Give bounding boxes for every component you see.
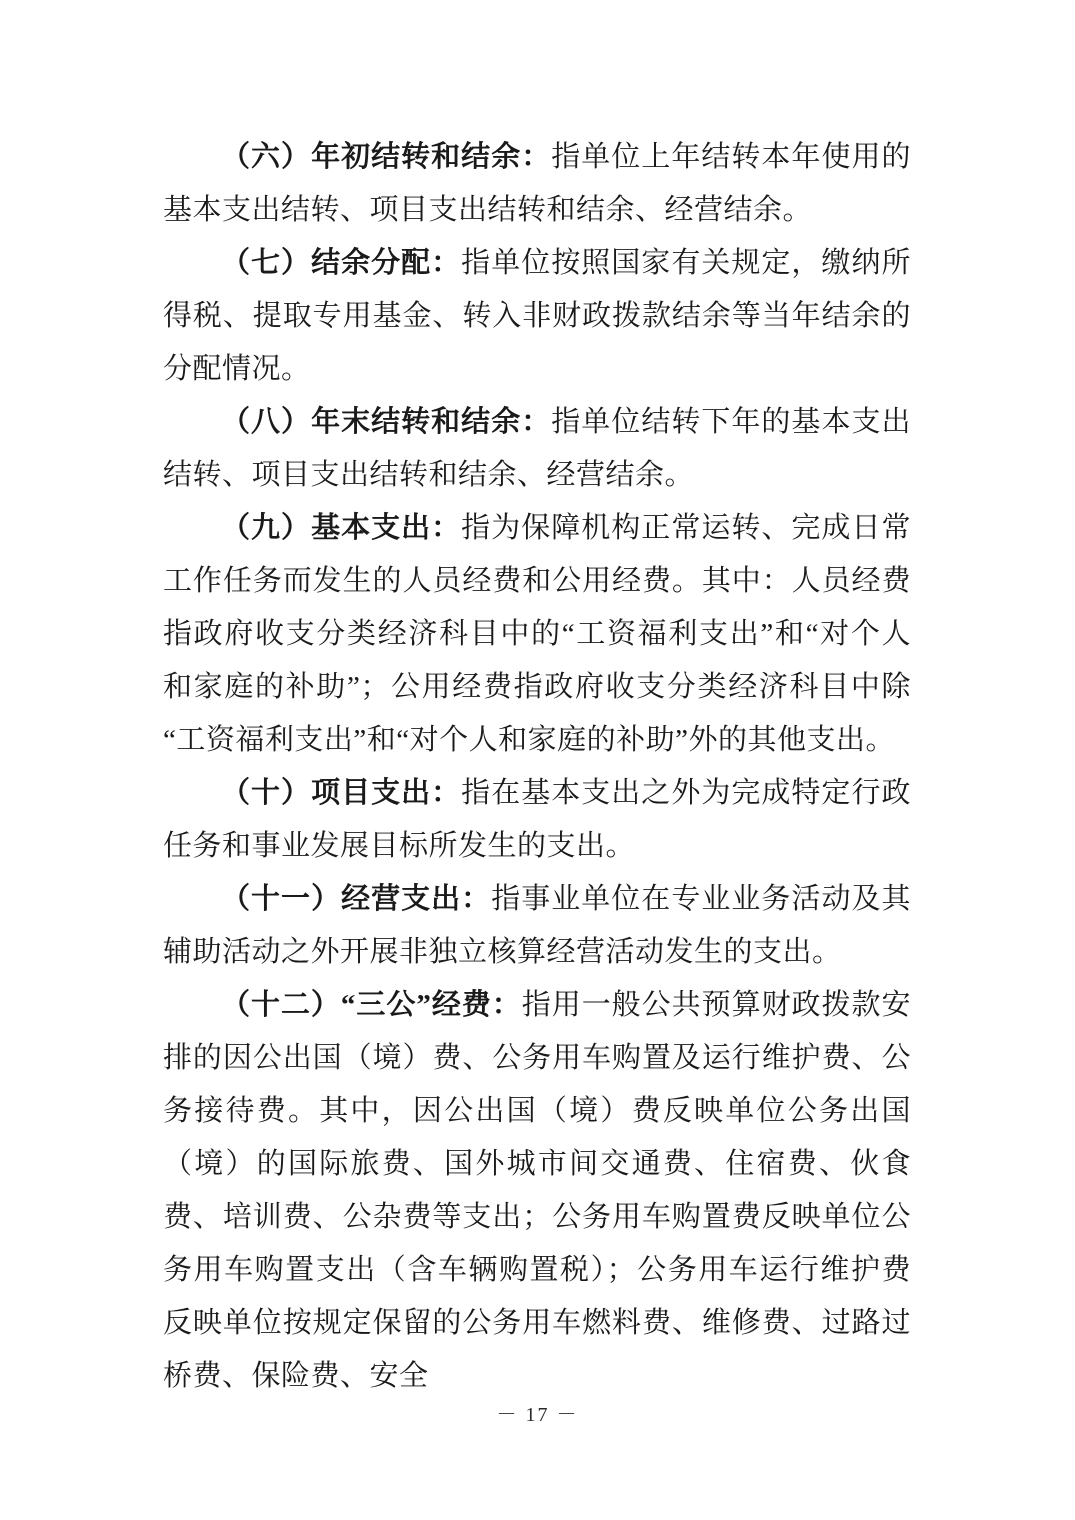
definition-text: 指单位结转下年的基本支出结转、项目支出结转和结余、经营结余。: [163, 406, 911, 491]
document-body: [163, 0, 911, 1403]
definition-paragraph: [163, 979, 911, 1403]
definition-text: 指在基本支出之外为完成特定行政任务和事业发展目标所发生的支出。: [163, 777, 911, 862]
definition-term: （七）结余分配：: [221, 247, 462, 279]
definition-term: （十）项目支出：: [221, 777, 462, 809]
definition-text: 指单位按照国家有关规定，缴纳所得税、提取专用基金、转入非财政拨款结余等当年结余的分配情况。: [163, 247, 911, 385]
page-footer: [0, 1398, 1075, 1427]
definition-term: （十二）“三公”经费：: [221, 989, 522, 1021]
definition-text: 指为保障机构正常运转、完成日常工作任务而发生的人员经费和公用经费。其中：人员经费指政府收支分类经济科目中的“工资福利支出”和“对个人和家庭的补助”；公用经费指政府收支分类经济科目中除“工资福利支出”和“对个人和家庭的补助”外的其他支出。: [163, 512, 911, 756]
definition-paragraph: [163, 502, 911, 767]
definition-text: 指事业单位在专业业务活动及其辅助活动之外开展非独立核算经营活动发生的支出。: [163, 883, 911, 968]
definition-paragraph: [163, 873, 911, 979]
definition-term: （六）年初结转和结余：: [221, 141, 552, 173]
definition-paragraph: [163, 237, 911, 396]
page-number: － 17 －: [496, 1404, 579, 1426]
definition-term: （十一）经营支出：: [221, 883, 492, 915]
definition-text: 指用一般公共预算财政拨款安排的因公出国（境）费、公务用车购置及运行维护费、公务接待费。其中，因公出国（境）费反映单位公务出国（境）的国际旅费、国外城市间交通费、住宿费、伙食费、培训费、公杂费等支出；公务用车购置费反映单位公务用车购置支出（含车辆购置税）；公务用车运行维护费反映单位按规定保留的公务用车燃料费、维修费、过路过桥费、保险费、安全: [163, 989, 911, 1392]
definition-term: （八）年末结转和结余：: [221, 406, 552, 438]
definition-paragraph: [163, 131, 911, 237]
definition-text: 指单位上年结转本年使用的基本支出结转、项目支出结转和结余、经营结余。: [163, 141, 911, 226]
definition-paragraph: [163, 396, 911, 502]
definition-paragraph: [163, 767, 911, 873]
definition-term: （九）基本支出：: [221, 512, 462, 544]
